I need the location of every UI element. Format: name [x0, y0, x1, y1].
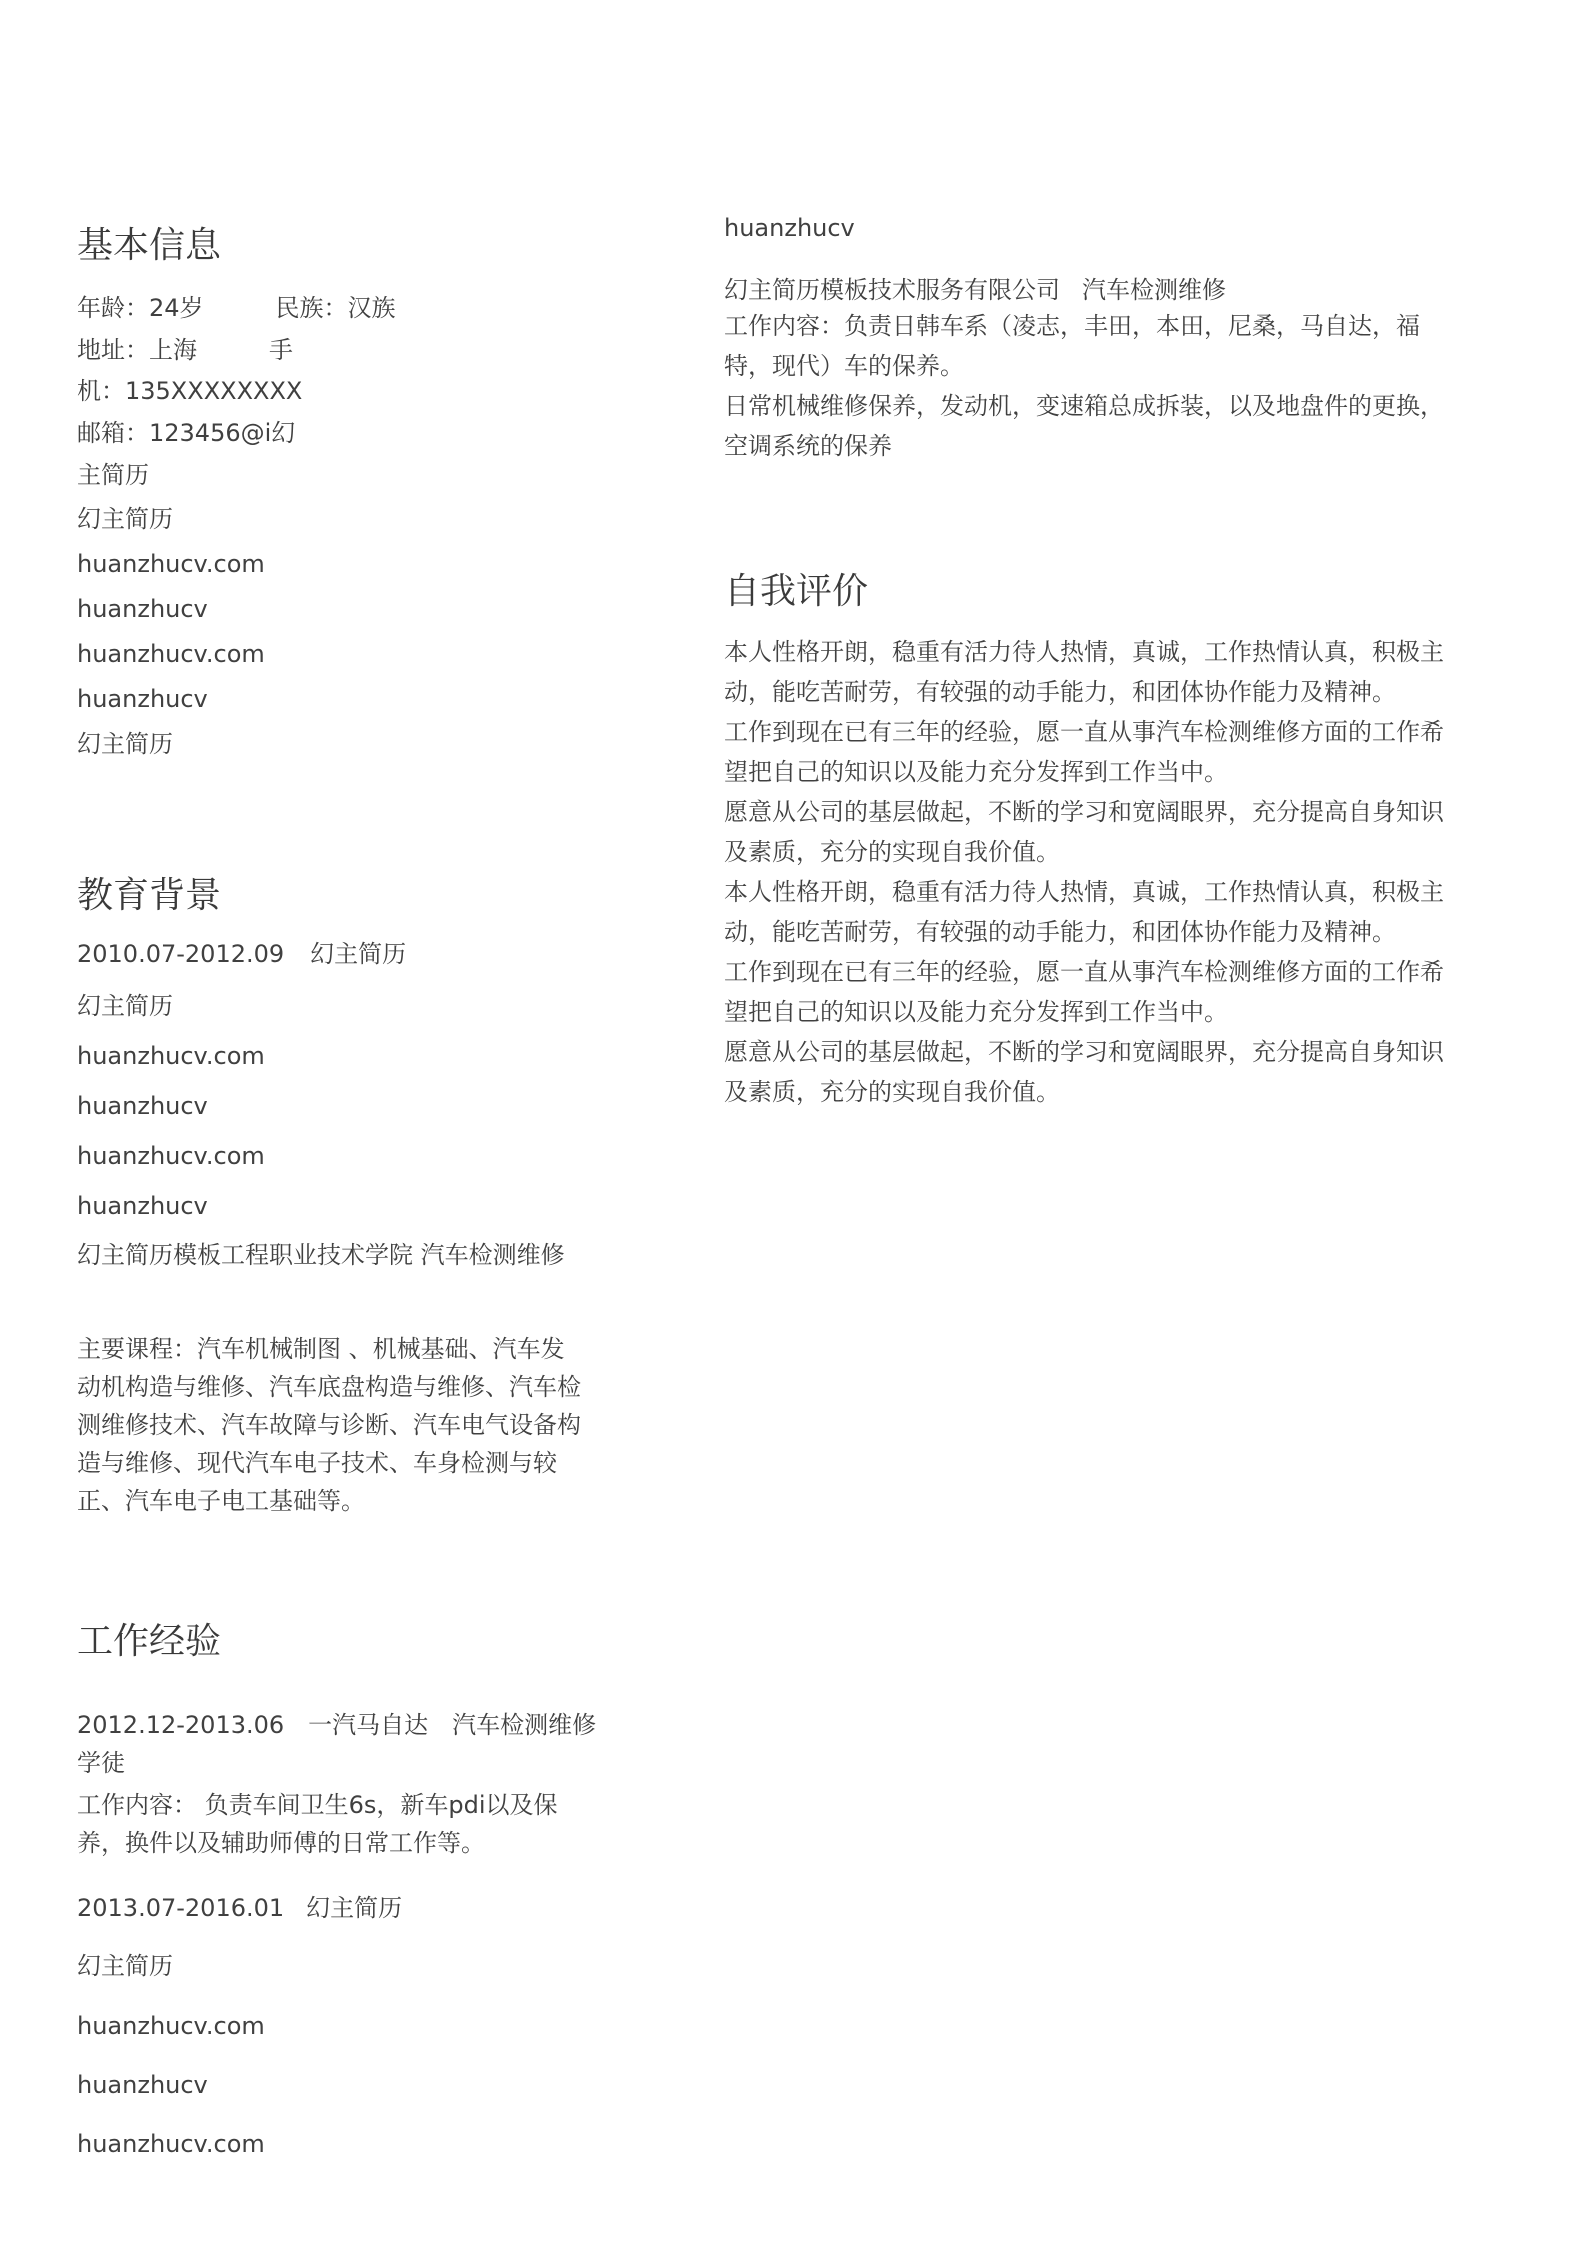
self-evaluation-paragraph: 本人性格开朗，稳重有活力待人热情，真诚，工作热情认真，积极主动，能吃苦耐劳，有较强的动手能力，和团体协作能力及精神。 — [724, 878, 1444, 946]
basic-extra-line: huanzhucv.com — [77, 550, 265, 578]
section-title-self-evaluation: 自我评价 — [724, 571, 869, 612]
basic-extra-line: huanzhucv — [77, 685, 208, 713]
job-company-full: 幻主简历模板技术服务有限公司 — [724, 276, 1060, 304]
job-extra-line: 幻主简历 — [77, 1952, 173, 1980]
section-title-work: 工作经验 — [77, 1621, 222, 1662]
self-evaluation-body — [724, 632, 1464, 1112]
job-extra-line: huanzhucv — [77, 2071, 208, 2099]
self-evaluation-paragraph: 本人性格开朗，稳重有活力待人热情，真诚，工作热情认真，积极主动，能吃苦耐劳，有较强的动手能力，和团体协作能力及精神。 — [724, 638, 1444, 706]
job-header — [77, 1706, 617, 1782]
email-field-cont: 主简历 — [77, 461, 149, 489]
job-description: 工作内容： 负责车间卫生6s，新车pdi以及保养，换件以及辅助师傅的日常工作等。 — [77, 1791, 558, 1857]
job-description-2: 日常机械维修保养，发动机，变速箱总成拆装，以及地盘件的更换，空调系统的保养 — [724, 392, 1444, 460]
address-row — [77, 334, 293, 366]
job-company: 一汽马自达 — [308, 1711, 429, 1739]
education-extra-line: huanzhucv.com — [77, 1142, 265, 1170]
ethnicity-field: 民族：汉族 — [275, 294, 396, 322]
job-description: 工作内容：负责日韩车系（凌志，丰田，本田，尼桑，马自达，福特，现代）车的保养。 — [724, 312, 1420, 380]
phone-field: 机：135XXXXXXXX — [77, 377, 303, 405]
education-school-major: 幻主简历模板工程职业技术学院 汽车检测维修 — [77, 1241, 565, 1269]
phone-label-prefix: 手 — [269, 336, 293, 364]
education-extra-line: huanzhucv.com — [77, 1042, 265, 1070]
self-evaluation-paragraph: 工作到现在已有三年的经验，愿一直从事汽车检测维修方面的工作希望把自己的知识以及能力充分发挥到工作当中。 — [724, 958, 1444, 1026]
age-field: 年龄：24岁 — [77, 294, 204, 322]
basic-extra-line: 幻主简历 — [77, 505, 173, 533]
job-company-position-row — [724, 274, 1226, 306]
education-extra-line: huanzhucv — [77, 1192, 208, 1220]
education-courses: 主要课程：汽车机械制图 、机械基础、汽车发动机构造与维修、汽车底盘构造与维修、汽车检测维修技术、汽车故障与诊断、汽车电气设备构造与维修、现代汽车电子技术、车身检测与较正、汽车电子电工基础等。 — [77, 1335, 581, 1515]
education-period: 2010.07-2012.09 — [77, 940, 285, 968]
address-field: 地址：上海 — [77, 336, 197, 364]
education-period-row — [77, 938, 406, 970]
email-field: 邮箱：123456@i幻 — [77, 419, 296, 447]
education-extra-line: huanzhucv — [77, 1092, 208, 1120]
basic-extra-line: 幻主简历 — [77, 730, 173, 758]
job-company: 幻主简历 — [306, 1894, 403, 1922]
self-evaluation-paragraph: 愿意从公司的基层做起，不断的学习和宽阔眼界，充分提高自身知识及素质，充分的实现自我价值。 — [724, 1038, 1444, 1106]
job-header — [77, 1892, 402, 1924]
job-extra-line: huanzhucv.com — [77, 2130, 265, 2158]
section-title-education: 教育背景 — [77, 875, 222, 916]
job-period: 2013.07-2016.01 — [77, 1894, 285, 1922]
age-ethnicity-row — [77, 292, 396, 324]
self-evaluation-paragraph: 工作到现在已有三年的经验，愿一直从事汽车检测维修方面的工作希望把自己的知识以及能力充分发挥到工作当中。 — [724, 718, 1444, 786]
job-position: 汽车检测维修 — [1082, 276, 1226, 304]
self-evaluation-paragraph: 愿意从公司的基层做起，不断的学习和宽阔眼界，充分提高自身知识及素质，充分的实现自我价值。 — [724, 798, 1444, 866]
education-school-short: 幻主简历 — [310, 940, 407, 968]
basic-extra-line: huanzhucv.com — [77, 640, 265, 668]
education-extra-line: 幻主简历 — [77, 992, 173, 1020]
job-position: 汽车检测维修学徒 — [77, 1711, 597, 1777]
job-period: 2012.12-2013.06 — [77, 1711, 285, 1739]
section-title-basic-info: 基本信息 — [77, 225, 222, 266]
basic-extra-line: huanzhucv — [77, 595, 208, 623]
job-extra-line: huanzhucv — [724, 214, 855, 242]
job-extra-line: huanzhucv.com — [77, 2012, 265, 2040]
